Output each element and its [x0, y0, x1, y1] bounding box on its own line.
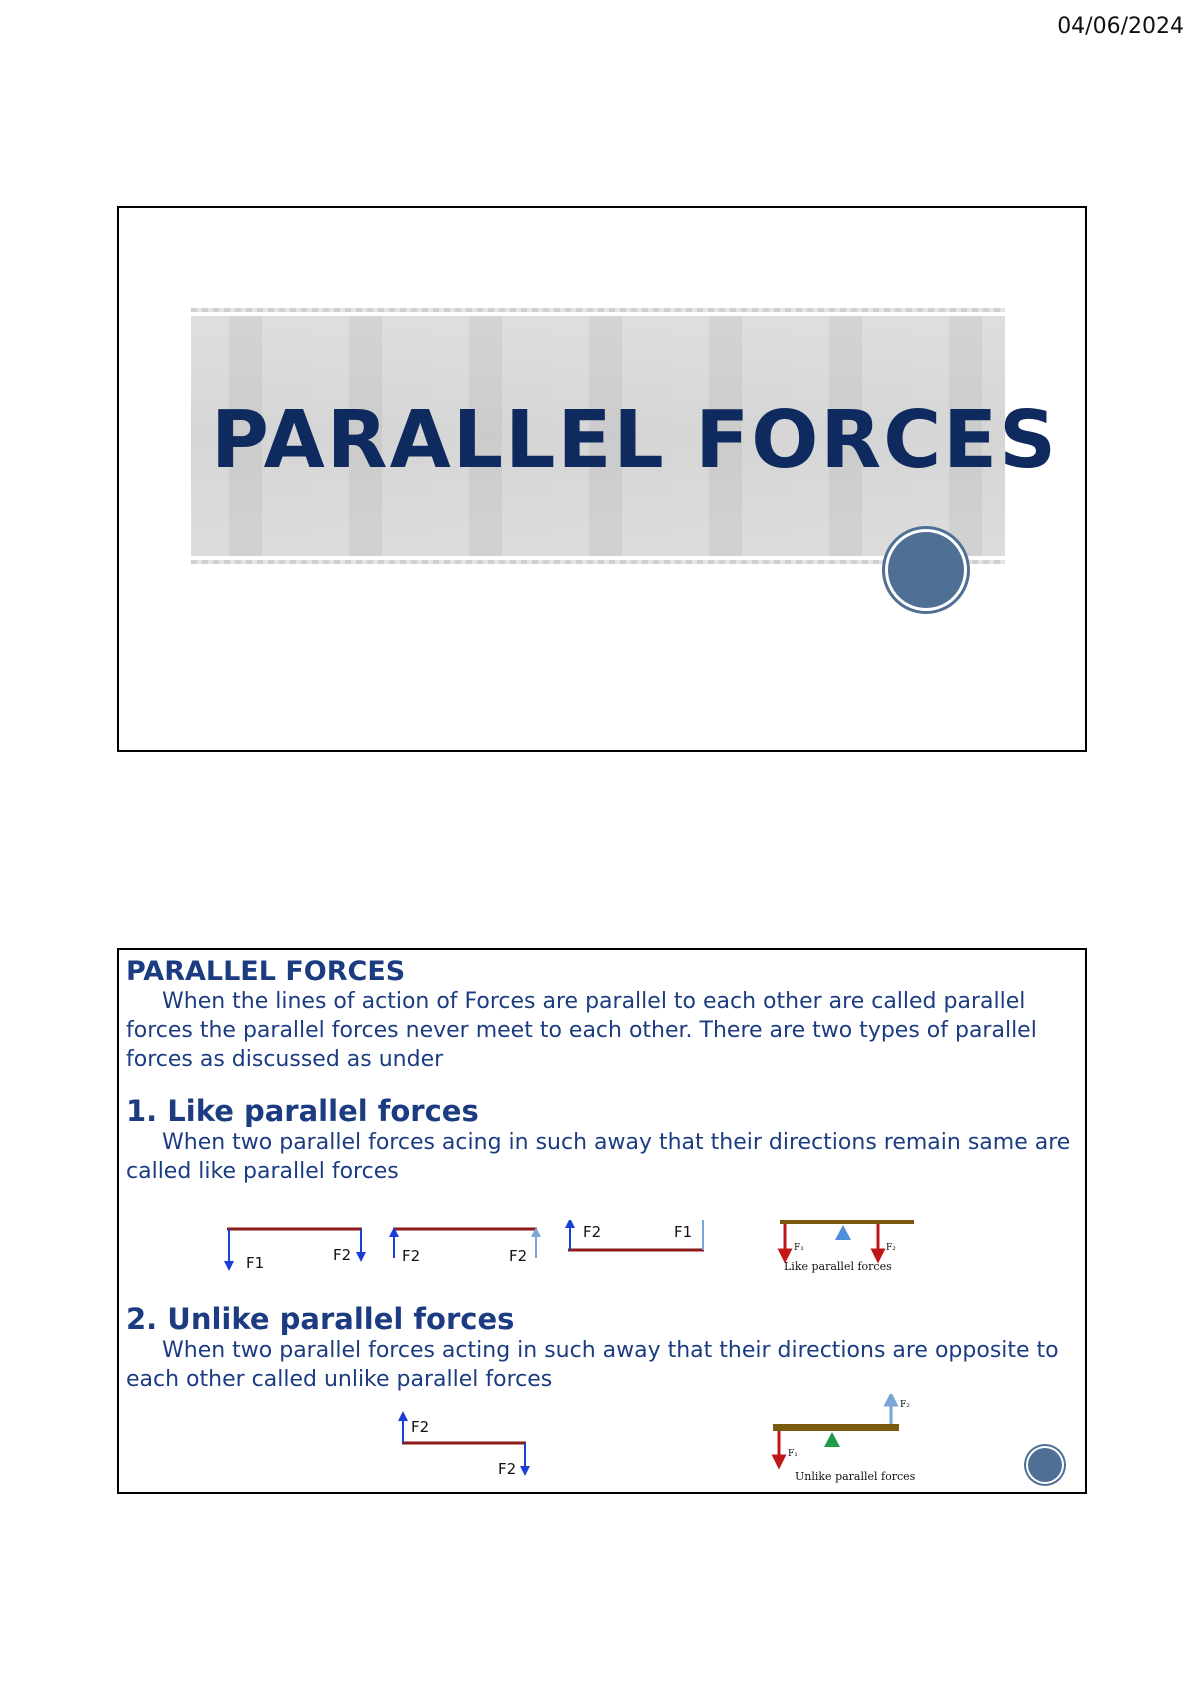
- like-forces-paragraph: [126, 1128, 1076, 1186]
- lever-label-f2: F₂: [900, 1400, 910, 1410]
- like-forces-diagrams: [119, 1220, 1085, 1290]
- lever-label-f2: F₂: [886, 1243, 896, 1253]
- unlike-forces-heading: 2. Unlike parallel forces: [126, 1302, 515, 1336]
- unlike-forces-diagrams: [119, 1394, 1085, 1494]
- label-f2: F2: [333, 1246, 352, 1264]
- circle-badge-icon: [888, 532, 964, 608]
- like-forces-heading: 1. Like parallel forces: [126, 1094, 479, 1128]
- like-lever-caption: Like parallel forces: [784, 1260, 892, 1273]
- intro-text: When the lines of action of Forces are parallel to each other are called parallel forces the parallel forces never meet to each other. There are two types of parallel forces as discussed as under: [126, 989, 1037, 1072]
- unlike-forces-text: When two parallel forces acting in such away that their directions are opposite to each other called unlike parallel forces: [126, 1338, 1059, 1392]
- lever-label-f1: F₁: [794, 1243, 804, 1253]
- fulcrum-triangle: [835, 1225, 851, 1240]
- label-f1: F1: [674, 1223, 693, 1241]
- like-lever-diagram: [780, 1220, 914, 1273]
- unlike-lever-diagram: [773, 1399, 916, 1483]
- unlike-section: [126, 1302, 1076, 1394]
- content-heading: PARALLEL FORCES: [126, 956, 406, 987]
- title-band-top-edge: [191, 308, 1005, 312]
- title-band-bottom-edge: [191, 560, 1005, 564]
- page-date: 04/06/2024: [1057, 14, 1184, 39]
- unlike-forces-paragraph: [126, 1336, 1076, 1394]
- like-diagram-1: [227, 1229, 362, 1272]
- lever-label-f1: F₁: [788, 1449, 798, 1459]
- label-f2: F2: [583, 1223, 602, 1241]
- slide-title: PARALLEL FORCES: [211, 394, 1059, 486]
- like-forces-text: When two parallel forces acing in such away that their directions remain same are called like parallel forces: [126, 1130, 1071, 1184]
- circle-badge-icon: [1028, 1448, 1062, 1482]
- fulcrum-triangle: [824, 1432, 840, 1447]
- slide-content: [126, 956, 1076, 1186]
- content-slide: [117, 948, 1087, 1494]
- lever-beam: [780, 1220, 914, 1224]
- label-f2: F2: [411, 1418, 430, 1436]
- unlike-lever-caption: Unlike parallel forces: [795, 1470, 916, 1483]
- label-f1: F1: [246, 1254, 265, 1272]
- label-f2: F2: [402, 1247, 421, 1265]
- like-diagram-3: [568, 1220, 704, 1250]
- lever-beam: [773, 1424, 899, 1431]
- label-f2: F2: [509, 1247, 528, 1265]
- intro-paragraph: [126, 987, 1076, 1074]
- unlike-diagram-1: [402, 1416, 526, 1478]
- label-f2: F2: [498, 1460, 517, 1478]
- like-diagram-2: [393, 1229, 537, 1265]
- title-slide: [117, 206, 1087, 752]
- title-band: [191, 316, 1059, 556]
